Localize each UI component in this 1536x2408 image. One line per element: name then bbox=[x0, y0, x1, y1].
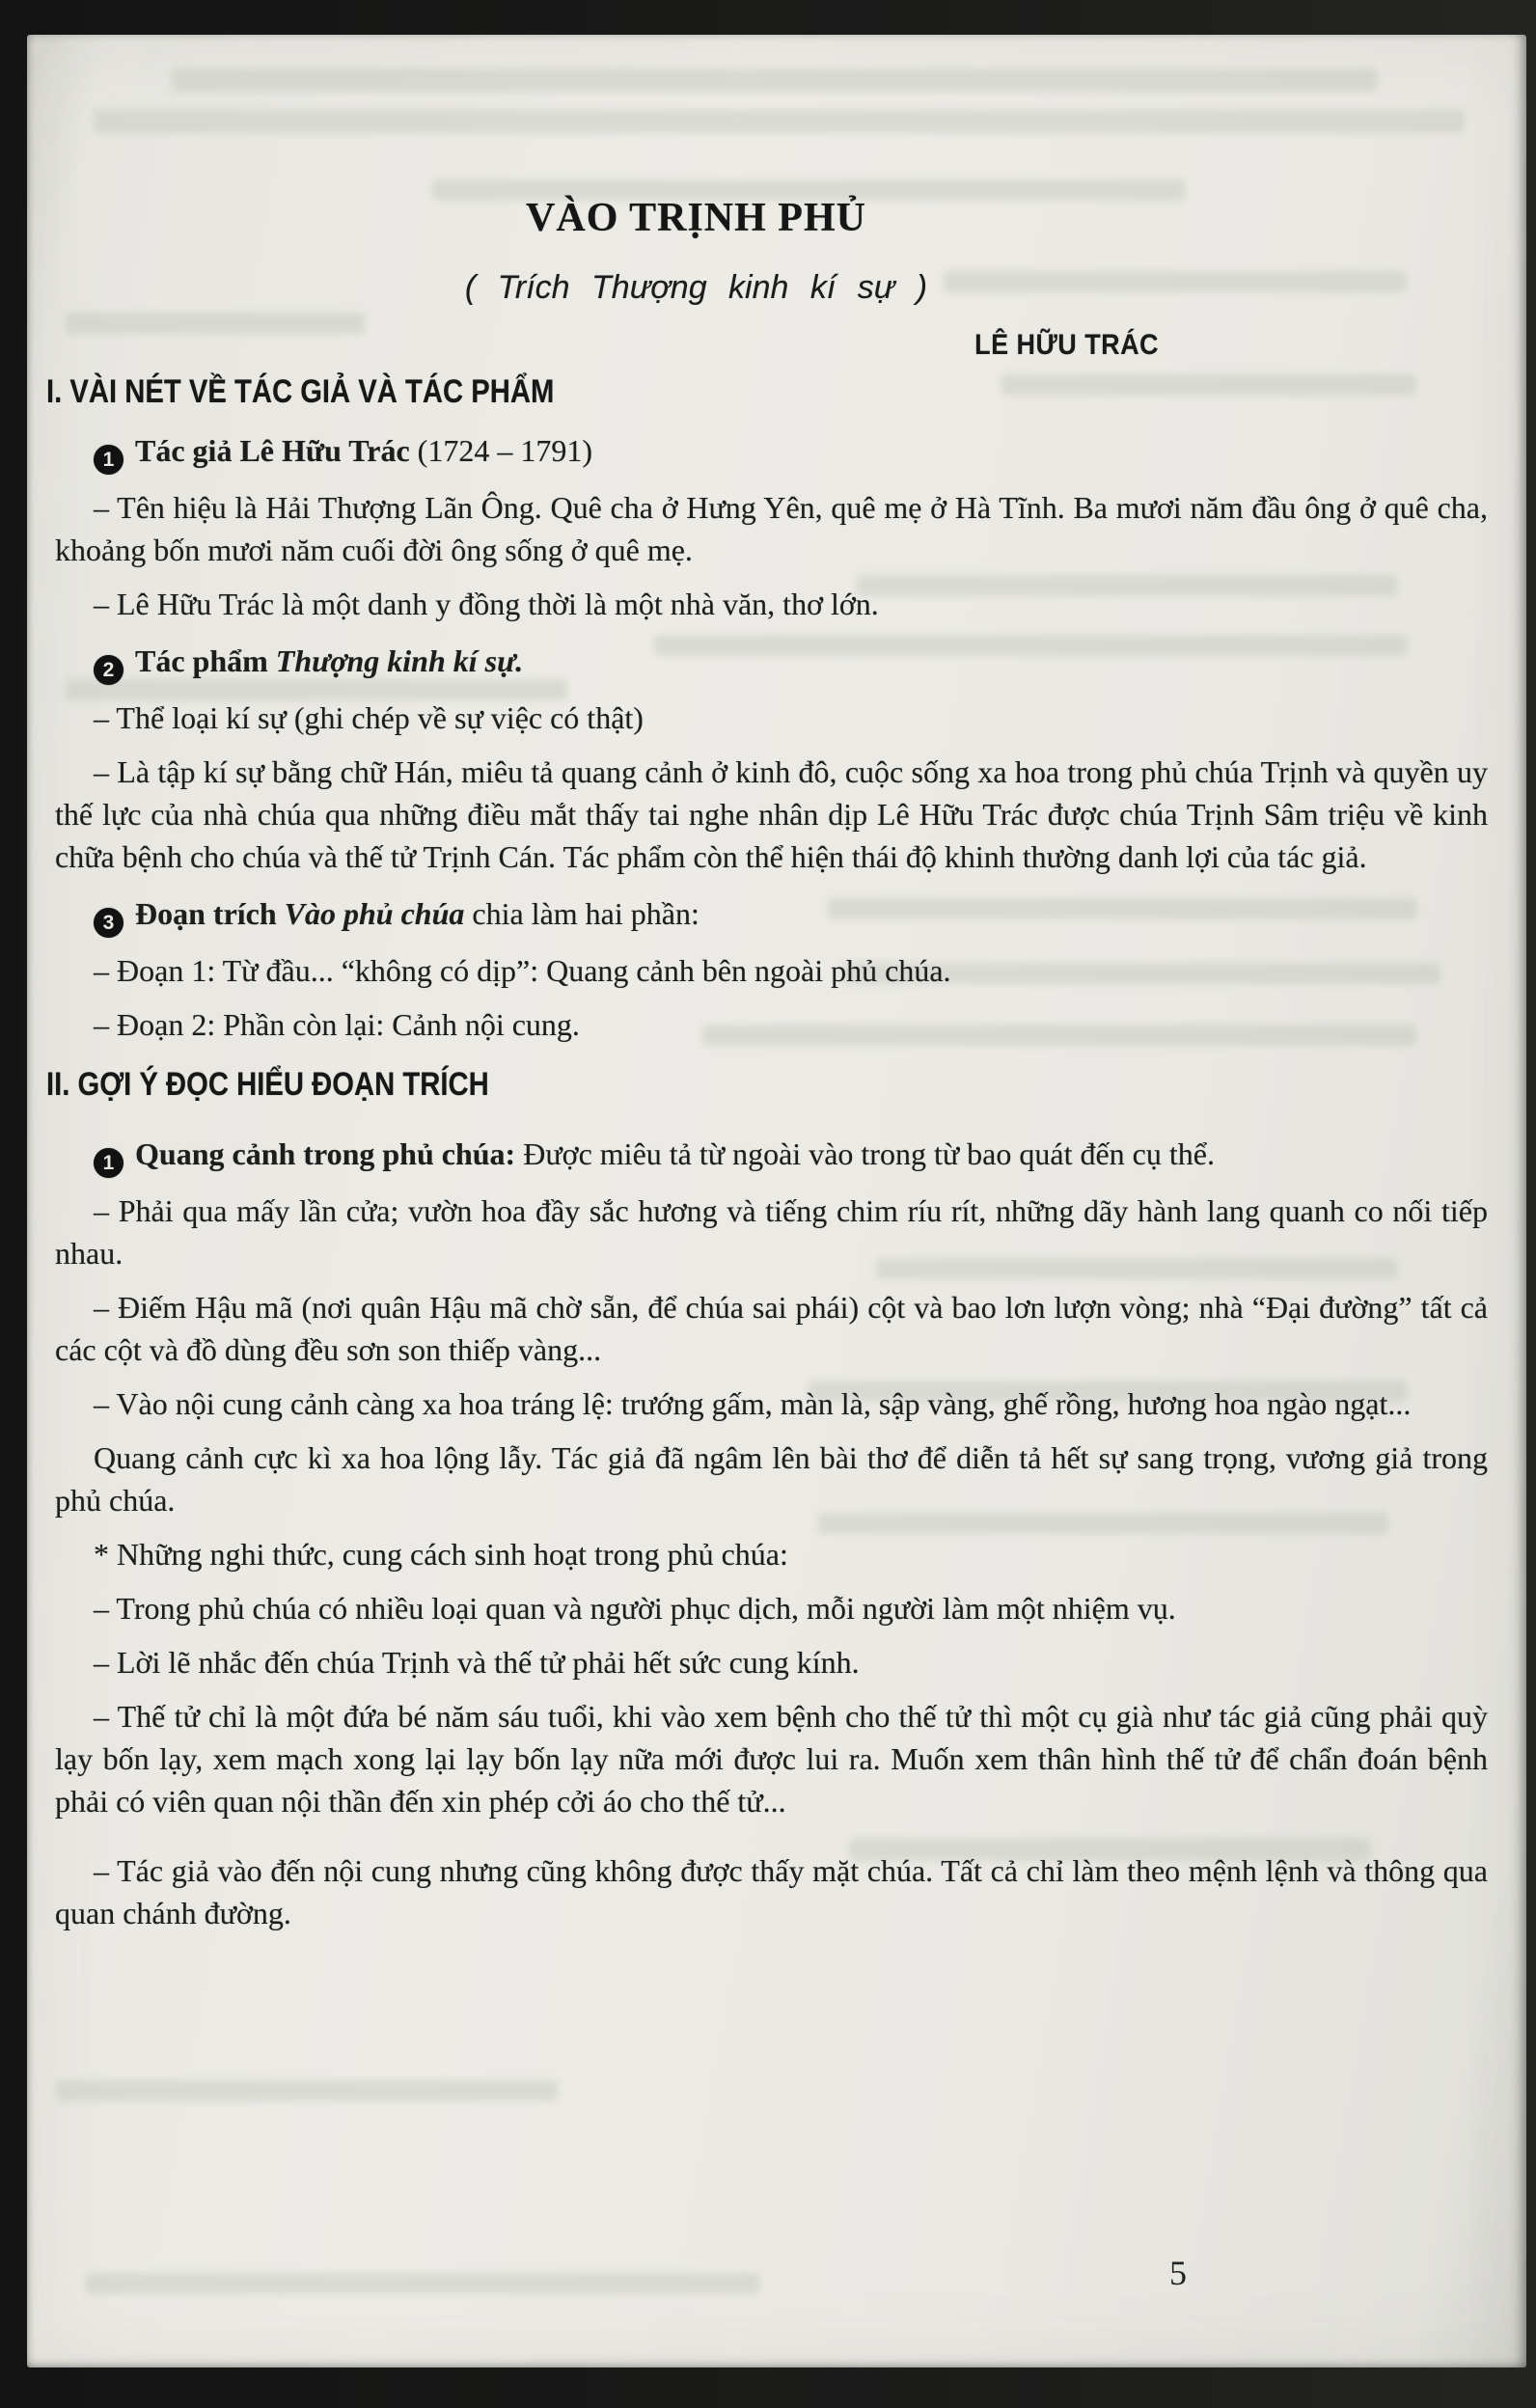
bleedthrough-ghost bbox=[56, 2080, 558, 2101]
subtitle-prefix: ( Trích bbox=[464, 269, 592, 306]
book-page bbox=[27, 35, 1526, 2367]
page-title: VÀO TRỊNH PHỦ bbox=[526, 196, 866, 240]
section1-heading: I. VÀI NÉT VỀ TÁC GIẢ VÀ TÁC PHẨM bbox=[46, 373, 555, 410]
list-item-excerpt bbox=[55, 892, 1488, 938]
work-title: Thượng kinh kí sự. bbox=[275, 643, 524, 678]
subtitle-suffix: ) bbox=[894, 269, 928, 306]
subtitle bbox=[55, 266, 1337, 309]
section2-heading: II. GỢI Ý ĐỌC HIỂU ĐOẠN TRÍCH bbox=[46, 1066, 489, 1103]
paragraph: – Phải qua mấy lần cửa; vườn hoa đầy sắc hương và tiếng chim ríu rít, những dãy hành lang quanh co nối tiếp nhau. bbox=[55, 1193, 1488, 1271]
paragraph: – Là tập kí sự bằng chữ Hán, miêu tả quang cảnh ở kinh đô, cuộc sống xa hoa trong phủ chúa Trịnh và quyền uy thế lực của nhà chúa qua những điều mắt thấy tai nghe nhân dịp Lê Hữu Trác được chúa Trịnh Sâm triệu về kinh chữa bệnh cho chúa và thế tử Trịnh Cán. Tác phẩm còn thể hiện thái độ khinh thường danh lợi của tác giả. bbox=[55, 754, 1488, 874]
paragraph: – Lời lẽ nhắc đến chúa Trịnh và thế tử phải hết sức cung kính. bbox=[94, 1645, 860, 1680]
item-tail: Được miêu tả từ ngoài vào trong từ bao quát đến cụ thể. bbox=[515, 1136, 1215, 1171]
author-name: LÊ HỮU TRÁC bbox=[974, 329, 1159, 361]
circled-number: 1 bbox=[102, 1152, 115, 1174]
page-header bbox=[55, 35, 1488, 365]
paragraph: – Vào nội cung cảnh càng xa hoa tráng lệ: trướng gấm, màn là, sập vàng, ghế rồng, hương hoa ngào ngạt... bbox=[94, 1386, 1412, 1421]
paragraph: * Những nghi thức, cung cách sinh hoạt trong phủ chúa: bbox=[94, 1537, 788, 1572]
circled-number: 2 bbox=[102, 659, 115, 681]
paragraph: – Tác giả vào đến nội cung nhưng cũng không được thấy mặt chúa. Tất cả chỉ làm theo mệnh lệnh và thông qua quan chánh đường. bbox=[55, 1853, 1488, 1930]
paragraph: Quang cảnh cực kì xa hoa lộng lẫy. Tác giả đã ngâm lên bài thơ để diễn tả hết sự sang trọng, vương giả trong phủ chúa. bbox=[55, 1440, 1488, 1518]
section-goi-y-doc-hieu bbox=[46, 1061, 1488, 1934]
item-lead: Đoạn trích bbox=[135, 896, 285, 931]
circled-2-icon bbox=[94, 655, 123, 685]
paragraph: – Đoạn 2: Phần còn lại: Cảnh nội cung. bbox=[94, 1007, 580, 1042]
circled-1-icon bbox=[94, 1148, 123, 1178]
paragraph: – Lê Hữu Trác là một danh y đồng thời là một nhà văn, thơ lớn. bbox=[94, 587, 879, 621]
paragraph: – Thế tử chỉ là một đứa bé năm sáu tuổi, khi vào xem bệnh cho thế tử thì một cụ già như tác giả cũng phải quỳ lạy bốn lạy, xem mạch xong lại lạy bốn lạy nữa mới được lui ra. Muốn xem thân hình thế tử để chẩn đoán bệnh phải có viên quan nội thần đến xin phép cởi áo cho thế tử... bbox=[55, 1699, 1488, 1819]
item-tail: chia làm hai phần: bbox=[464, 896, 699, 931]
item-tail: (1724 – 1791) bbox=[409, 433, 592, 468]
work-title: Thượng kinh kí sự bbox=[591, 269, 895, 306]
page-content bbox=[27, 35, 1526, 1934]
circled-number: 1 bbox=[102, 449, 115, 471]
circled-number: 3 bbox=[102, 912, 115, 934]
paragraph: – Trong phủ chúa có nhiều loại quan và người phục dịch, mỗi người làm một nhiệm vụ. bbox=[94, 1591, 1176, 1626]
work-title: Vào phủ chúa bbox=[284, 896, 465, 931]
section-tac-gia-tac-pham bbox=[46, 369, 1488, 1046]
paragraph: – Điếm Hậu mã (nơi quân Hậu mã chờ sẵn, để chúa sai phái) cột và bao lơn lượn vòng; nhà “Đại đường” tất cả các cột và đồ dùng đều sơn son thiếp vàng... bbox=[55, 1290, 1488, 1367]
paragraph: – Tên hiệu là Hải Thượng Lãn Ông. Quê cha ở Hưng Yên, quê mẹ ở Hà Tĩnh. Ba mươi năm đầu ông ở quê cha, khoảng bốn mươi năm cuối đời ông sống ở quê mẹ. bbox=[55, 490, 1488, 567]
page-number: 5 bbox=[1169, 2254, 1187, 2292]
paragraph: – Thể loại kí sự (ghi chép về sự việc có thật) bbox=[94, 700, 644, 735]
paragraph: – Đoạn 1: Từ đầu... “không có dịp”: Quang cảnh bên ngoài phủ chúa. bbox=[94, 953, 951, 988]
item-lead: Quang cảnh trong phủ chúa: bbox=[135, 1136, 516, 1171]
list-item-quang-canh bbox=[55, 1133, 1488, 1178]
list-item-author bbox=[55, 429, 1488, 475]
circled-1-icon bbox=[94, 445, 123, 475]
item-lead: Tác giả Lê Hữu Trác bbox=[135, 433, 410, 468]
list-item-work bbox=[55, 640, 1488, 685]
circled-3-icon bbox=[94, 908, 123, 938]
item-lead: Tác phẩm bbox=[135, 643, 276, 678]
bleedthrough-ghost bbox=[85, 2273, 760, 2294]
